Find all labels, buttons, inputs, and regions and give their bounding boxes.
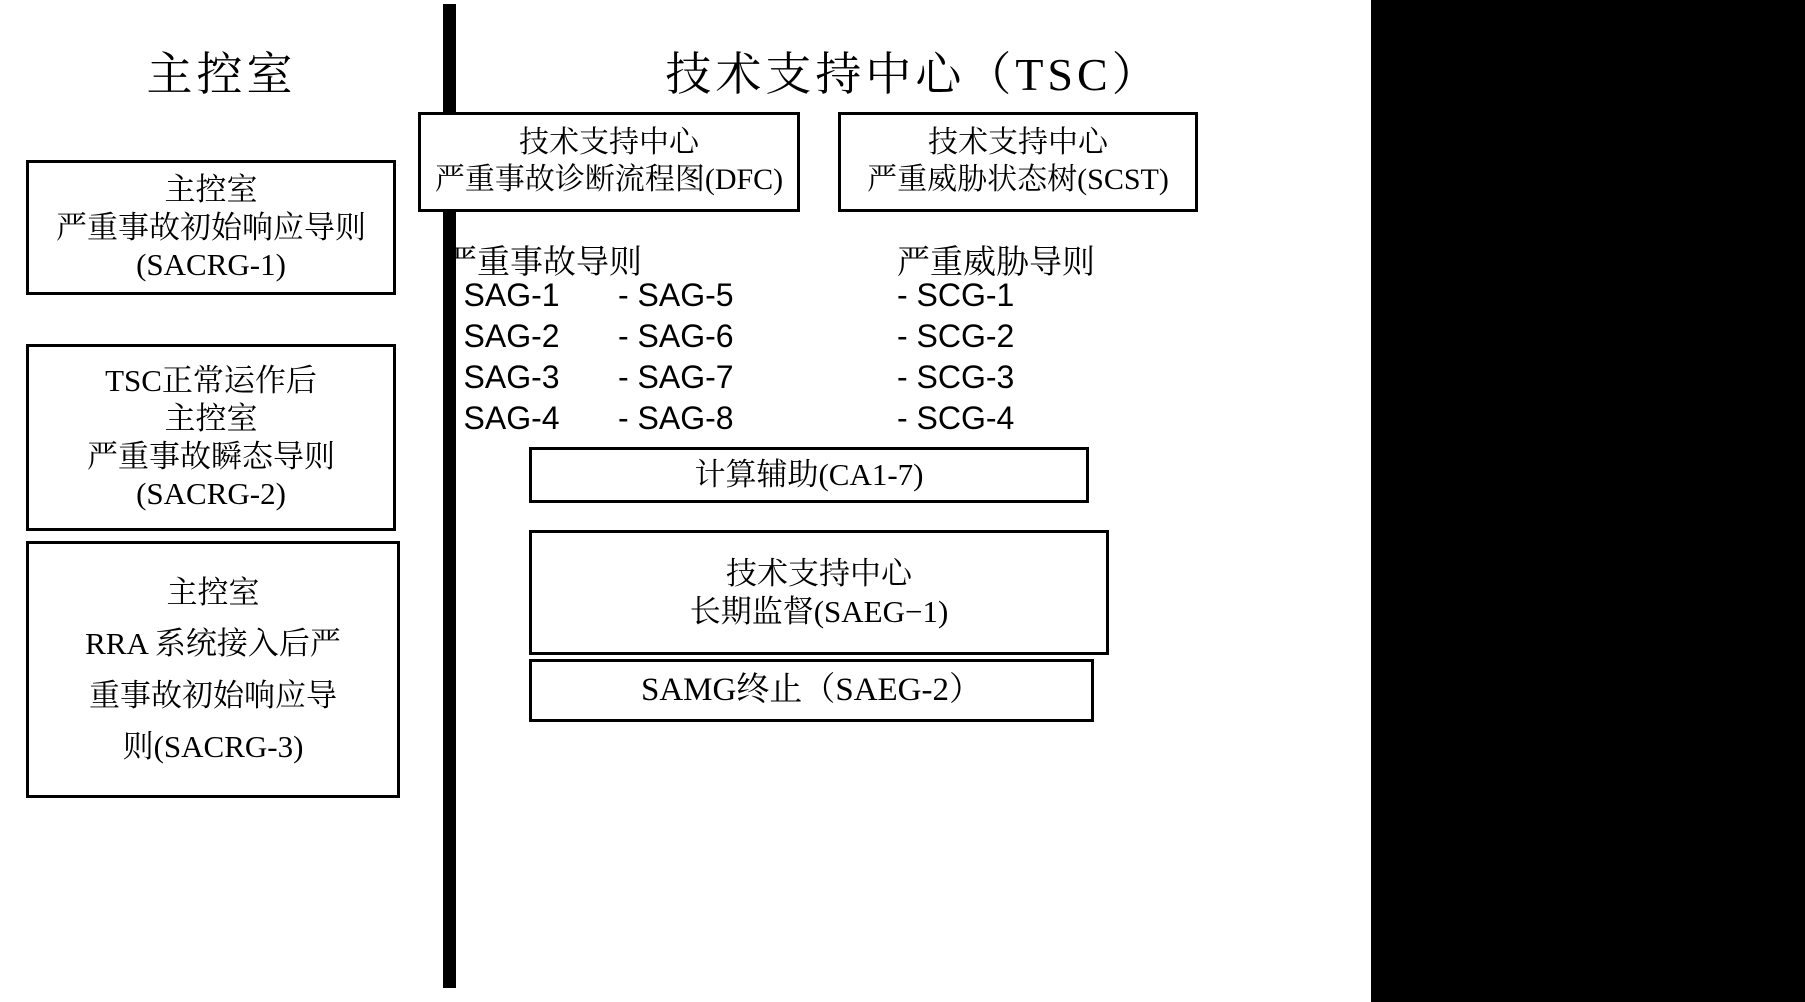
box-long-term-monitoring-line-2: 长期监督(SAEG−1) [689, 593, 949, 629]
box-scst-line-2: 严重威胁状态树(SCST) [867, 163, 1169, 196]
box-sacrg-3-line-2: RRA 系统接入后严 [85, 626, 341, 662]
list-item-scg-1: - SCG-1 [897, 277, 1015, 313]
box-sacrg-1-line-2: 严重事故初始响应导则 [56, 209, 366, 245]
box-sacrg-3 [26, 541, 400, 798]
box-diagnostic-flow-chart [418, 112, 800, 212]
technical-support-center-title: 技术支持中心（TSC） [665, 49, 1162, 100]
box-sacrg-2 [26, 344, 396, 531]
box-severe-challenge-status-tree [838, 112, 1198, 212]
list-item-sag-8: - SAG-8 [618, 400, 734, 436]
box-long-term-monitoring-line-1: 技术支持中心 [726, 555, 912, 591]
box-computational-aids-line-1: 计算辅助(CA1-7) [694, 457, 924, 493]
box-sacrg-2-line-1: TSC正常运作后 [105, 362, 317, 398]
box-scst-line-1: 技术支持中心 [928, 126, 1108, 160]
list-item-sag-5: - SAG-5 [618, 277, 734, 313]
list-item-sag-1: - SAG-1 [444, 277, 560, 313]
box-sacrg-3-line-3: 重事故初始响应导 [89, 677, 337, 713]
list-item-sag-4: - SAG-4 [444, 400, 560, 436]
box-computational-aids [529, 447, 1089, 503]
box-dfc-line-1: 技术支持中心 [519, 126, 699, 160]
box-sacrg-1-line-3: (SACRG-1) [136, 247, 286, 283]
list-item-scg-3: - SCG-3 [897, 359, 1015, 395]
box-sacrg-1-line-1: 主控室 [164, 171, 258, 207]
sag-list-heading: 严重事故导则 [444, 245, 642, 281]
box-sacrg-2-line-2: 主控室 [164, 400, 258, 436]
list-item-scg-4: - SCG-4 [897, 400, 1015, 436]
scg-list-heading: 严重威胁导则 [897, 245, 1095, 281]
list-item-scg-2: - SCG-2 [897, 318, 1015, 354]
box-samg-termination-line-1: SAMG终止（SAEG-2） [640, 672, 983, 709]
box-sacrg-1 [26, 160, 396, 295]
list-item-sag-7: - SAG-7 [618, 359, 734, 395]
box-sacrg-2-line-4: (SACRG-2) [136, 476, 286, 512]
box-dfc-line-2: 严重事故诊断流程图(DFC) [434, 163, 784, 196]
main-control-room-title: 主控室 [146, 49, 297, 100]
box-sacrg-3-line-4: 则(SACRG-3) [122, 728, 304, 764]
list-item-sag-6: - SAG-6 [618, 318, 734, 354]
box-sacrg-2-line-3: 严重事故瞬态导则 [87, 438, 335, 474]
list-item-sag-3: - SAG-3 [444, 359, 560, 395]
box-sacrg-3-line-1: 主控室 [166, 575, 260, 611]
box-long-term-monitoring [529, 530, 1109, 655]
list-item-sag-2: - SAG-2 [444, 318, 560, 354]
box-samg-termination [529, 659, 1094, 722]
